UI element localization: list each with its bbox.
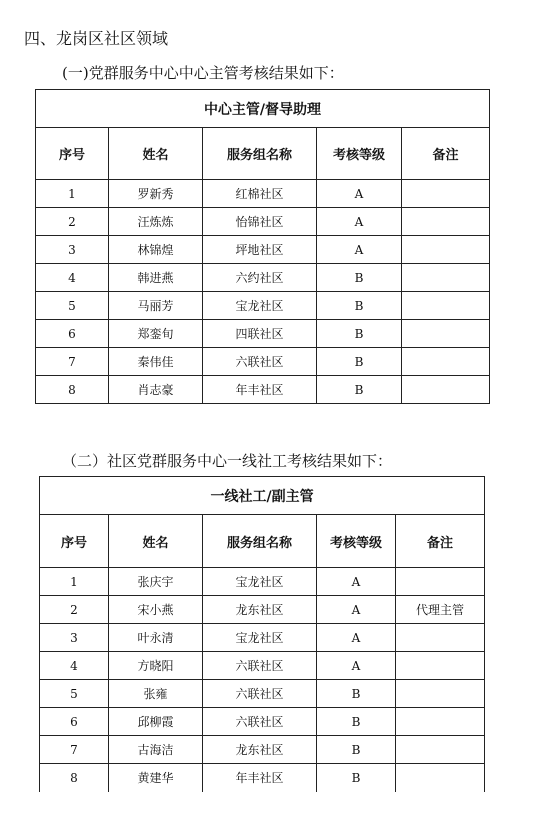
column-header: 服务组名称	[203, 128, 317, 180]
table-cell: 方晓阳	[109, 652, 203, 680]
table-cell	[396, 624, 485, 652]
table-cell	[396, 568, 485, 596]
table-row	[36, 208, 490, 236]
table-cell: 4	[40, 652, 109, 680]
table-cell: 六联社区	[203, 680, 317, 708]
table-cell: 宋小燕	[109, 596, 203, 624]
table-row	[40, 736, 485, 764]
table-cell: 六联社区	[203, 708, 317, 736]
table-cell: 六约社区	[203, 264, 317, 292]
table-cell: 4	[36, 264, 109, 292]
table-row	[36, 320, 490, 348]
table-row	[40, 680, 485, 708]
table-cell: B	[317, 320, 402, 348]
table-cell: A	[317, 624, 396, 652]
column-header: 考核等级	[317, 128, 402, 180]
table-cell: 郑銮旬	[109, 320, 203, 348]
table-title: 一线社工/副主管	[40, 477, 485, 515]
table-row	[36, 264, 490, 292]
table-cell: 宝龙社区	[203, 624, 317, 652]
table-row	[40, 624, 485, 652]
table-cell: 韩进燕	[109, 264, 203, 292]
table-cell: 7	[40, 736, 109, 764]
table-cell: A	[317, 596, 396, 624]
table-cell: 古海洁	[109, 736, 203, 764]
table-cell	[402, 264, 490, 292]
table-cell	[402, 320, 490, 348]
table-cell: A	[317, 652, 396, 680]
table-cell: 3	[36, 236, 109, 264]
table-cell: 汪炼炼	[109, 208, 203, 236]
table-row	[40, 652, 485, 680]
section-heading: 四、龙岗区社区领域	[24, 29, 169, 48]
table-cell: 宝龙社区	[203, 292, 317, 320]
table-cell: 1	[36, 180, 109, 208]
table-cell: 1	[40, 568, 109, 596]
table-cell: 坪地社区	[203, 236, 317, 264]
table-cell: 6	[40, 708, 109, 736]
column-header: 姓名	[109, 515, 203, 568]
table-cell: 6	[36, 320, 109, 348]
table-cell: 罗新秀	[109, 180, 203, 208]
table2	[39, 476, 485, 792]
table-cell: 怡锦社区	[203, 208, 317, 236]
column-header: 姓名	[109, 128, 203, 180]
table-cell: B	[317, 292, 402, 320]
table-cell: 秦伟佳	[109, 348, 203, 376]
table-cell: A	[317, 180, 402, 208]
table-cell: 2	[40, 596, 109, 624]
table-cell: B	[317, 376, 402, 404]
table-cell: 代理主管	[396, 596, 485, 624]
table-cell: 年丰社区	[203, 764, 317, 792]
table-cell: B	[317, 736, 396, 764]
table-cell: 黄建华	[109, 764, 203, 792]
table-cell	[396, 652, 485, 680]
table-cell: B	[317, 348, 402, 376]
table-cell: 邱柳霞	[109, 708, 203, 736]
table-cell: 3	[40, 624, 109, 652]
table-cell: 六联社区	[203, 348, 317, 376]
table-cell: 四联社区	[203, 320, 317, 348]
column-header: 序号	[40, 515, 109, 568]
table-row	[36, 348, 490, 376]
column-header: 考核等级	[317, 515, 396, 568]
table-cell: 红棉社区	[203, 180, 317, 208]
table-cell: 8	[40, 764, 109, 792]
table-cell: A	[317, 568, 396, 596]
table-cell: B	[317, 264, 402, 292]
table-cell	[402, 292, 490, 320]
column-header: 备注	[396, 515, 485, 568]
table-row	[36, 180, 490, 208]
table-cell: 张庆宇	[109, 568, 203, 596]
table-cell: 5	[36, 292, 109, 320]
table-cell: 龙东社区	[203, 596, 317, 624]
table-cell: B	[317, 680, 396, 708]
table-cell	[402, 376, 490, 404]
table-cell: 宝龙社区	[203, 568, 317, 596]
table-row	[36, 292, 490, 320]
table-cell: B	[317, 708, 396, 736]
table-cell	[402, 348, 490, 376]
table1-caption: (一)党群服务中心中心主管考核结果如下：	[62, 64, 344, 82]
table-cell: 龙东社区	[203, 736, 317, 764]
table-row	[40, 596, 485, 624]
table-cell: 5	[40, 680, 109, 708]
table-cell	[396, 680, 485, 708]
table2-caption: （二）社区党群服务中心一线社工考核结果如下：	[62, 452, 393, 470]
table-title: 中心主管/督导助理	[36, 90, 490, 128]
table-row	[40, 708, 485, 736]
table-cell: 8	[36, 376, 109, 404]
table-cell: A	[317, 236, 402, 264]
table-cell	[396, 736, 485, 764]
table-row	[40, 568, 485, 596]
table-row	[40, 764, 485, 792]
table-cell: 张雍	[109, 680, 203, 708]
table-cell: 林锦煌	[109, 236, 203, 264]
table-cell	[402, 208, 490, 236]
table-cell: 六联社区	[203, 652, 317, 680]
table-cell: 肖志豪	[109, 376, 203, 404]
table-cell	[402, 180, 490, 208]
table-cell: 马丽芳	[109, 292, 203, 320]
column-header: 服务组名称	[203, 515, 317, 568]
table-cell: 年丰社区	[203, 376, 317, 404]
table1	[35, 89, 490, 404]
column-header: 序号	[36, 128, 109, 180]
table-cell: B	[317, 764, 396, 792]
table-cell: 7	[36, 348, 109, 376]
table-cell: 2	[36, 208, 109, 236]
table-cell	[396, 708, 485, 736]
table-cell	[396, 764, 485, 792]
table-row	[36, 236, 490, 264]
table-cell	[402, 236, 490, 264]
column-header: 备注	[402, 128, 490, 180]
table-cell: A	[317, 208, 402, 236]
table-cell: 叶永清	[109, 624, 203, 652]
table-row	[36, 376, 490, 404]
